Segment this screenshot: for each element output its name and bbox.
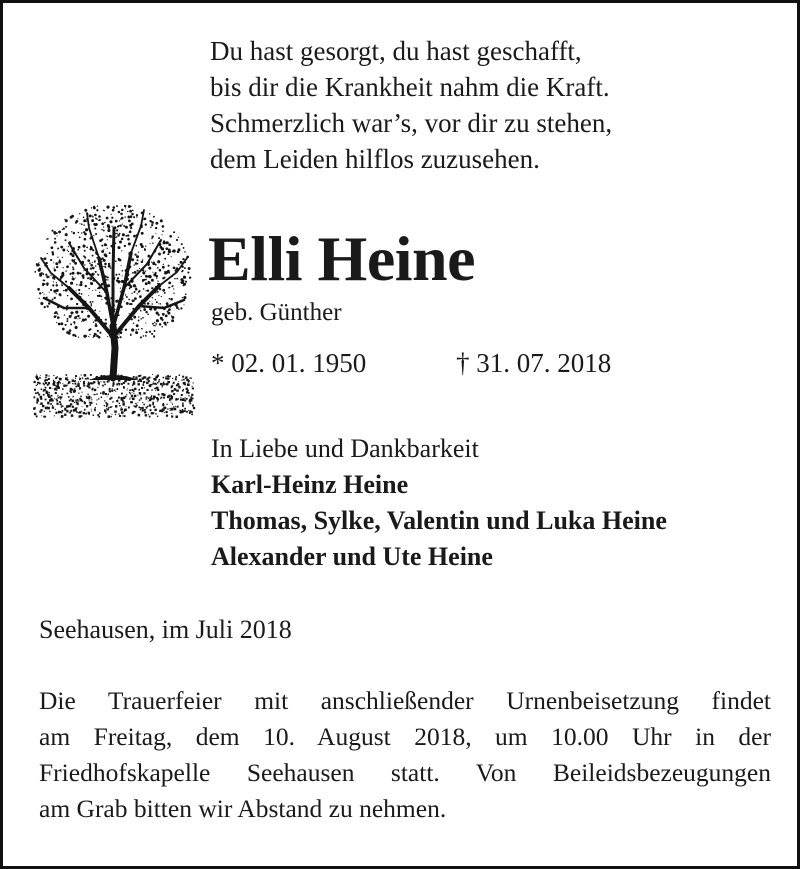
mourners-block xyxy=(211,431,667,575)
maiden-name: geb. Günther xyxy=(211,299,342,326)
poem-line: Schmerzlich war’s, vor dir zu stehen, xyxy=(210,108,613,138)
notice-line: Friedhofskapelle Seehausen statt. Von Beileidsbezeugungen xyxy=(39,758,771,787)
notice-line: am Freitag, dem 10. August 2018, um 10.00 Uhr in der xyxy=(39,722,771,751)
death-date: † 31. 07. 2018 xyxy=(456,348,612,378)
notice-line: Die Trauerfeier mit anschließender Urnenbeisetzung findet xyxy=(39,686,771,715)
poem-line: dem Leiden hilflos zuzusehen. xyxy=(210,144,540,174)
tree-icon xyxy=(29,198,197,420)
mourners-intro: In Liebe und Dankbarkeit xyxy=(211,434,479,463)
notice-line: am Grab bitten wir Abstand zu nehmen. xyxy=(39,794,447,823)
poem-line: Du hast gesorgt, du hast geschafft, xyxy=(210,36,582,66)
place-and-date: Seehausen, im Juli 2018 xyxy=(39,615,292,644)
deceased-name: Elli Heine xyxy=(208,223,475,294)
life-dates xyxy=(211,346,612,380)
birth-date: * 02. 01. 1950 xyxy=(211,348,367,378)
mourner-name: Karl-Heinz Heine xyxy=(211,470,409,499)
mourner-name: Thomas, Sylke, Valentin und Luka Heine xyxy=(211,506,667,535)
poem-line: bis dir die Krankheit nahm die Kraft. xyxy=(210,72,610,102)
memorial-poem xyxy=(210,33,612,177)
funeral-notice xyxy=(39,683,771,827)
mourner-name: Alexander und Ute Heine xyxy=(211,542,493,571)
